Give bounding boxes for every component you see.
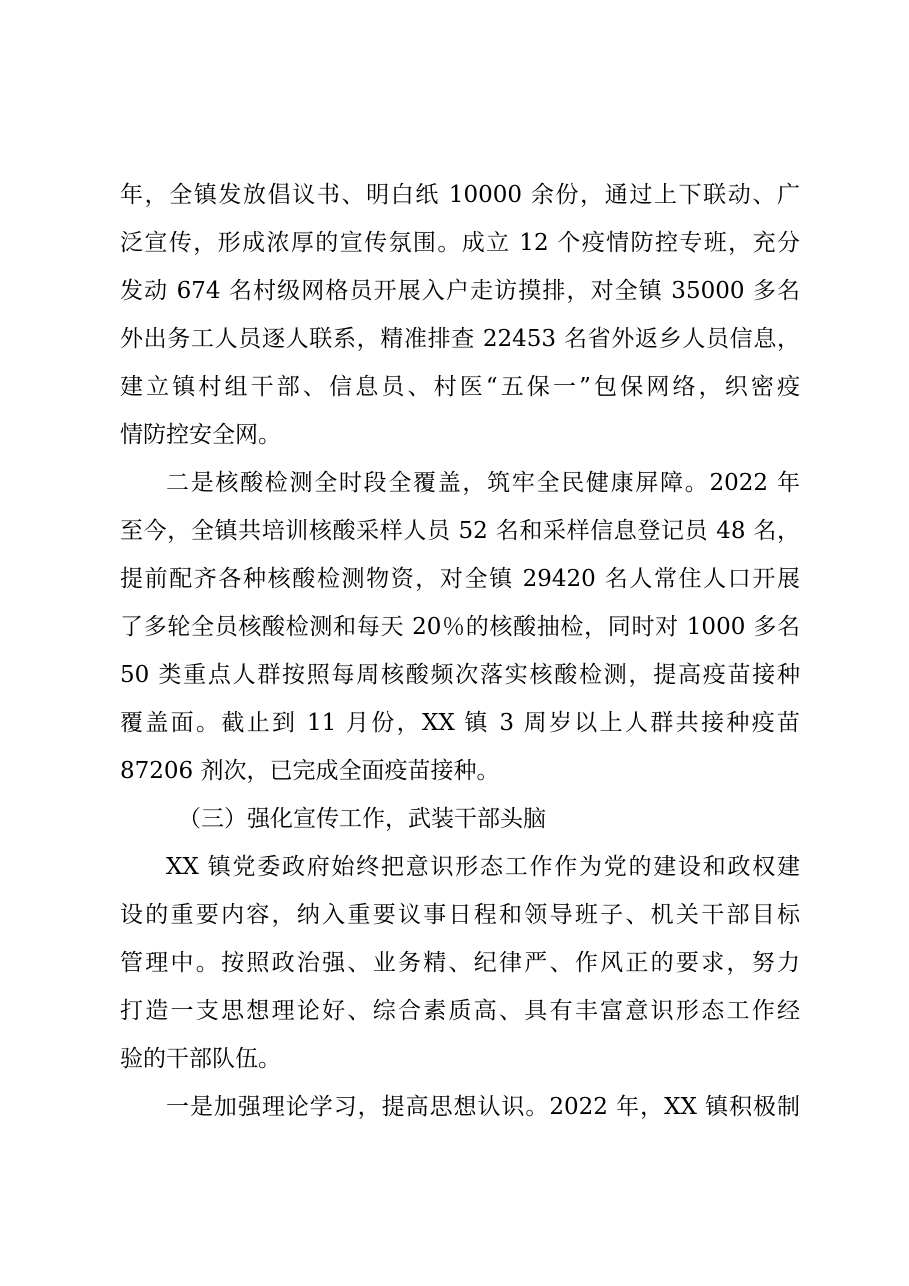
paragraph-line: 50 类重点人群按照每周核酸频次落实核酸检测，提高疫苗接种	[120, 662, 800, 688]
paragraph-line: 至今，全镇共培训核酸采样人员 52 名和采样信息登记员 48 名，	[120, 518, 800, 544]
paragraph-line: 发动 674 名村级网格员开展入户走访摸排，对全镇 35000 多名	[120, 278, 800, 304]
paragraph-line: 二是核酸检测全时段全覆盖，筑牢全民健康屏障。2022 年	[166, 470, 800, 496]
paragraph-line: 一是加强理论学习，提高思想认识。2022 年，XX 镇积极制	[166, 1094, 800, 1120]
paragraph-line: 提前配齐各种核酸检测物资，对全镇 29420 名人常住人口开展	[120, 566, 800, 592]
paragraph-line: 外出务工人员逐人联系，精准排查 22453 名省外返乡人员信息，	[120, 326, 800, 352]
document-body	[120, 176, 800, 1136]
paragraph-line: 管理中。按照政治强、业务精、纪律严、作风正的要求，努力	[120, 950, 800, 976]
paragraph-line: 设的重要内容，纳入重要议事日程和领导班子、机关干部目标	[120, 902, 800, 928]
paragraph-line: 验的干部队伍。	[120, 1046, 281, 1072]
paragraph-line: XX 镇党委政府始终把意识形态工作作为党的建设和政权建	[166, 854, 800, 880]
paragraph-line: 年，全镇发放倡议书、明白纸 10000 余份，通过上下联动、广	[120, 182, 800, 208]
paragraph-line: 覆盖面。截止到 11 月份，XX 镇 3 周岁以上人群共接种疫苗	[120, 710, 800, 736]
paragraph-line: 了多轮全员核酸检测和每天 20％的核酸抽检，同时对 1000 多名	[120, 614, 800, 640]
paragraph-line: 建立镇村组干部、信息员、村医“五保一”包保网络，织密疫	[120, 374, 800, 400]
paragraph-line: 87206 剂次，已完成全面疫苗接种。	[120, 758, 500, 784]
section-heading: （三）强化宣传工作，武装干部头脑	[178, 806, 546, 832]
paragraph-line: 情防控安全网。	[120, 422, 281, 448]
paragraph-line: 泛宣传，形成浓厚的宣传氛围。成立 12 个疫情防控专班，充分	[120, 230, 800, 256]
paragraph-line: 打造一支思想理论好、综合素质高、具有丰富意识形态工作经	[120, 998, 800, 1024]
